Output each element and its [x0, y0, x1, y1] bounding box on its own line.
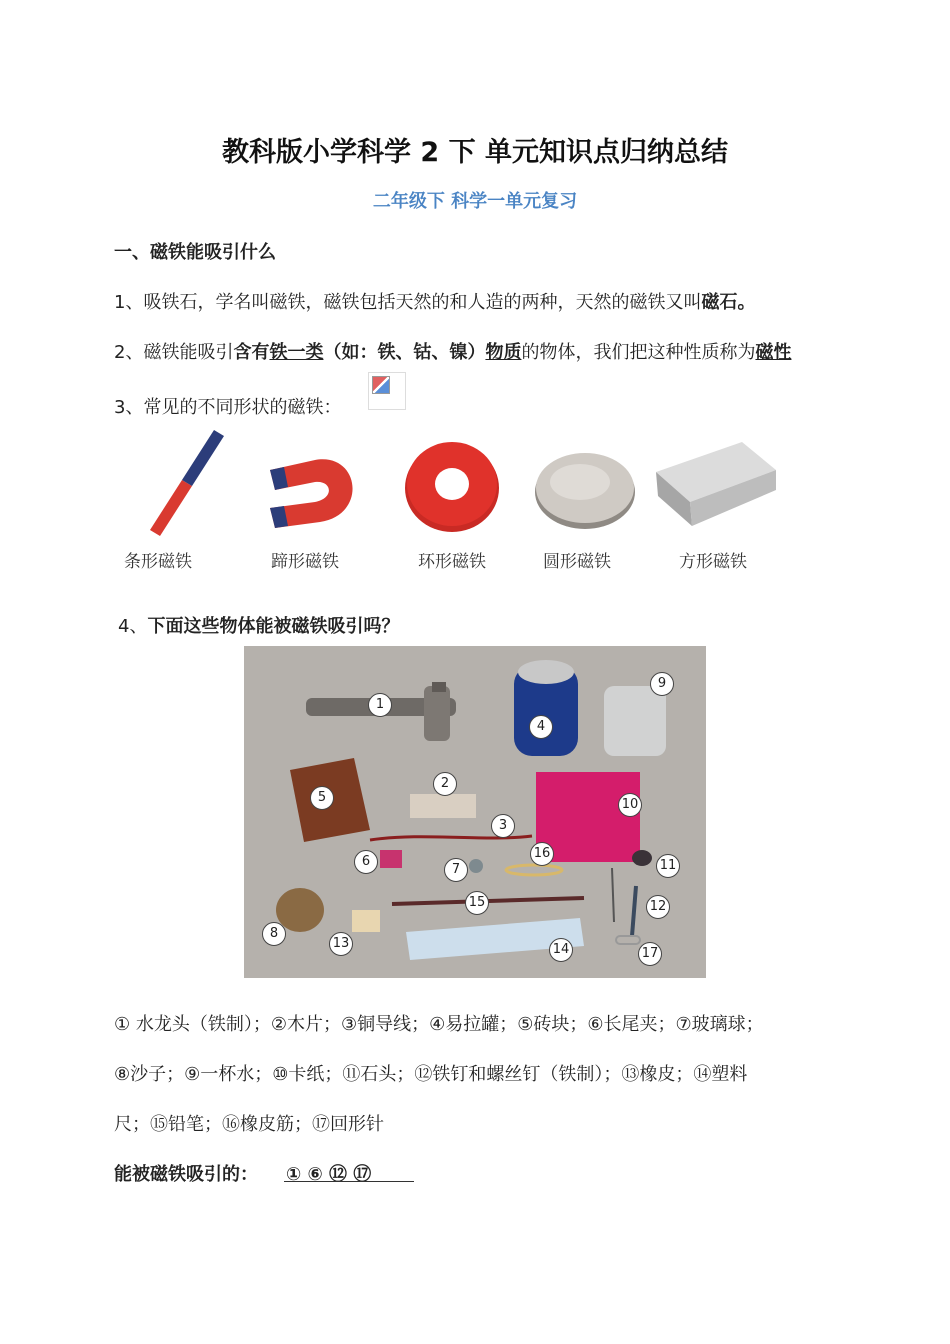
object-list-line-1: ① 水龙头（铁制）；②木片；③铜导线；④易拉罐；⑤砖块；⑥长尾夹；⑦玻璃球； — [114, 1014, 764, 1035]
magnet-label-square: 方形磁铁 — [679, 552, 747, 572]
section-heading: 一、磁铁能吸引什么 — [114, 242, 276, 263]
photo-number-5: 5 — [310, 786, 334, 810]
photo-number-11: 11 — [656, 854, 680, 878]
paragraph-1 — [114, 288, 755, 314]
object-list-line-2: ⑧沙子；⑨一杯水；⑩卡纸；⑪石头；⑫铁钉和螺丝钉（铁制）；⑬橡皮；⑭塑料 — [114, 1064, 748, 1085]
paragraph-2 — [114, 338, 791, 364]
horseshoe-magnet-image — [270, 459, 353, 528]
paragraph-2-middle: 的物体，我们把这种性质称为 — [521, 342, 756, 363]
photo-number-2: 2 — [433, 772, 457, 796]
photo-number-8: 8 — [262, 922, 286, 946]
photo-number-3: 3 — [491, 814, 515, 838]
round-magnet-image — [535, 453, 635, 529]
answer-underline — [284, 1181, 414, 1182]
photo-number-13: 13 — [329, 932, 353, 956]
photo-number-6: 6 — [354, 850, 378, 874]
magnet-label-bar: 条形磁铁 — [124, 552, 192, 572]
bar-magnet-image — [150, 430, 224, 536]
photo-number-7: 7 — [444, 858, 468, 882]
page-title: 教科版小学科学 2 下 单元知识点归纳总结 — [222, 137, 728, 168]
paragraph-1-text: 1、吸铁石，学名叫磁铁，磁铁包括天然的和人造的两种，天然的磁铁又叫 — [114, 292, 702, 313]
magnet-label-ring: 环形磁铁 — [418, 552, 486, 572]
photo-number-17: 17 — [638, 942, 662, 966]
paragraph-2-bold-underline1: 铁一类 — [269, 342, 324, 363]
object-list-line-3: 尺；⑮铅笔；⑯橡皮筋；⑰回形针 — [114, 1114, 384, 1135]
paragraph-2-bold-underline3: 磁性 — [755, 342, 792, 363]
photo-number-1: 1 — [368, 693, 392, 717]
magnet-label-horseshoe: 蹄形磁铁 — [271, 552, 339, 572]
photo-number-15: 15 — [465, 891, 489, 915]
question-4-text: 下面这些物体能被磁铁吸引吗？ — [147, 616, 400, 637]
answer-label — [114, 1160, 258, 1186]
photo-number-14: 14 — [549, 938, 573, 962]
paragraph-2-prefix: 2、磁铁能吸引 — [114, 342, 234, 363]
photo-number-12: 12 — [646, 895, 670, 919]
paragraph-2-bold1: 含有 — [233, 342, 270, 363]
broken-image-icon — [368, 372, 406, 410]
magnet-label-round: 圆形磁铁 — [543, 552, 611, 572]
paragraph-2-bold-underline2: 物质 — [485, 342, 522, 363]
photo-number-16: 16 — [530, 842, 554, 866]
photo-number-4: 4 — [529, 715, 553, 739]
paragraph-1-bold: 磁石。 — [701, 292, 756, 313]
photo-number-9: 9 — [650, 672, 674, 696]
photo-number-10: 10 — [618, 793, 642, 817]
objects-photo — [244, 646, 706, 978]
question-4-prefix: 4、 — [118, 616, 148, 637]
ring-magnet-image — [405, 442, 499, 532]
square-magnet-image — [656, 442, 776, 526]
paragraph-3: 3、常见的不同形状的磁铁： — [114, 397, 342, 418]
answer-label-text: 能被磁铁吸引的： — [114, 1164, 258, 1185]
magnets-illustration — [110, 430, 810, 540]
answer-value: ① ⑥ ⑫ ⑰ — [286, 1164, 372, 1185]
page-subtitle: 二年级下 科学一单元复习 — [372, 191, 578, 212]
paragraph-2-bold2: （如：铁、钴、镍） — [323, 342, 486, 363]
question-4 — [118, 612, 399, 638]
